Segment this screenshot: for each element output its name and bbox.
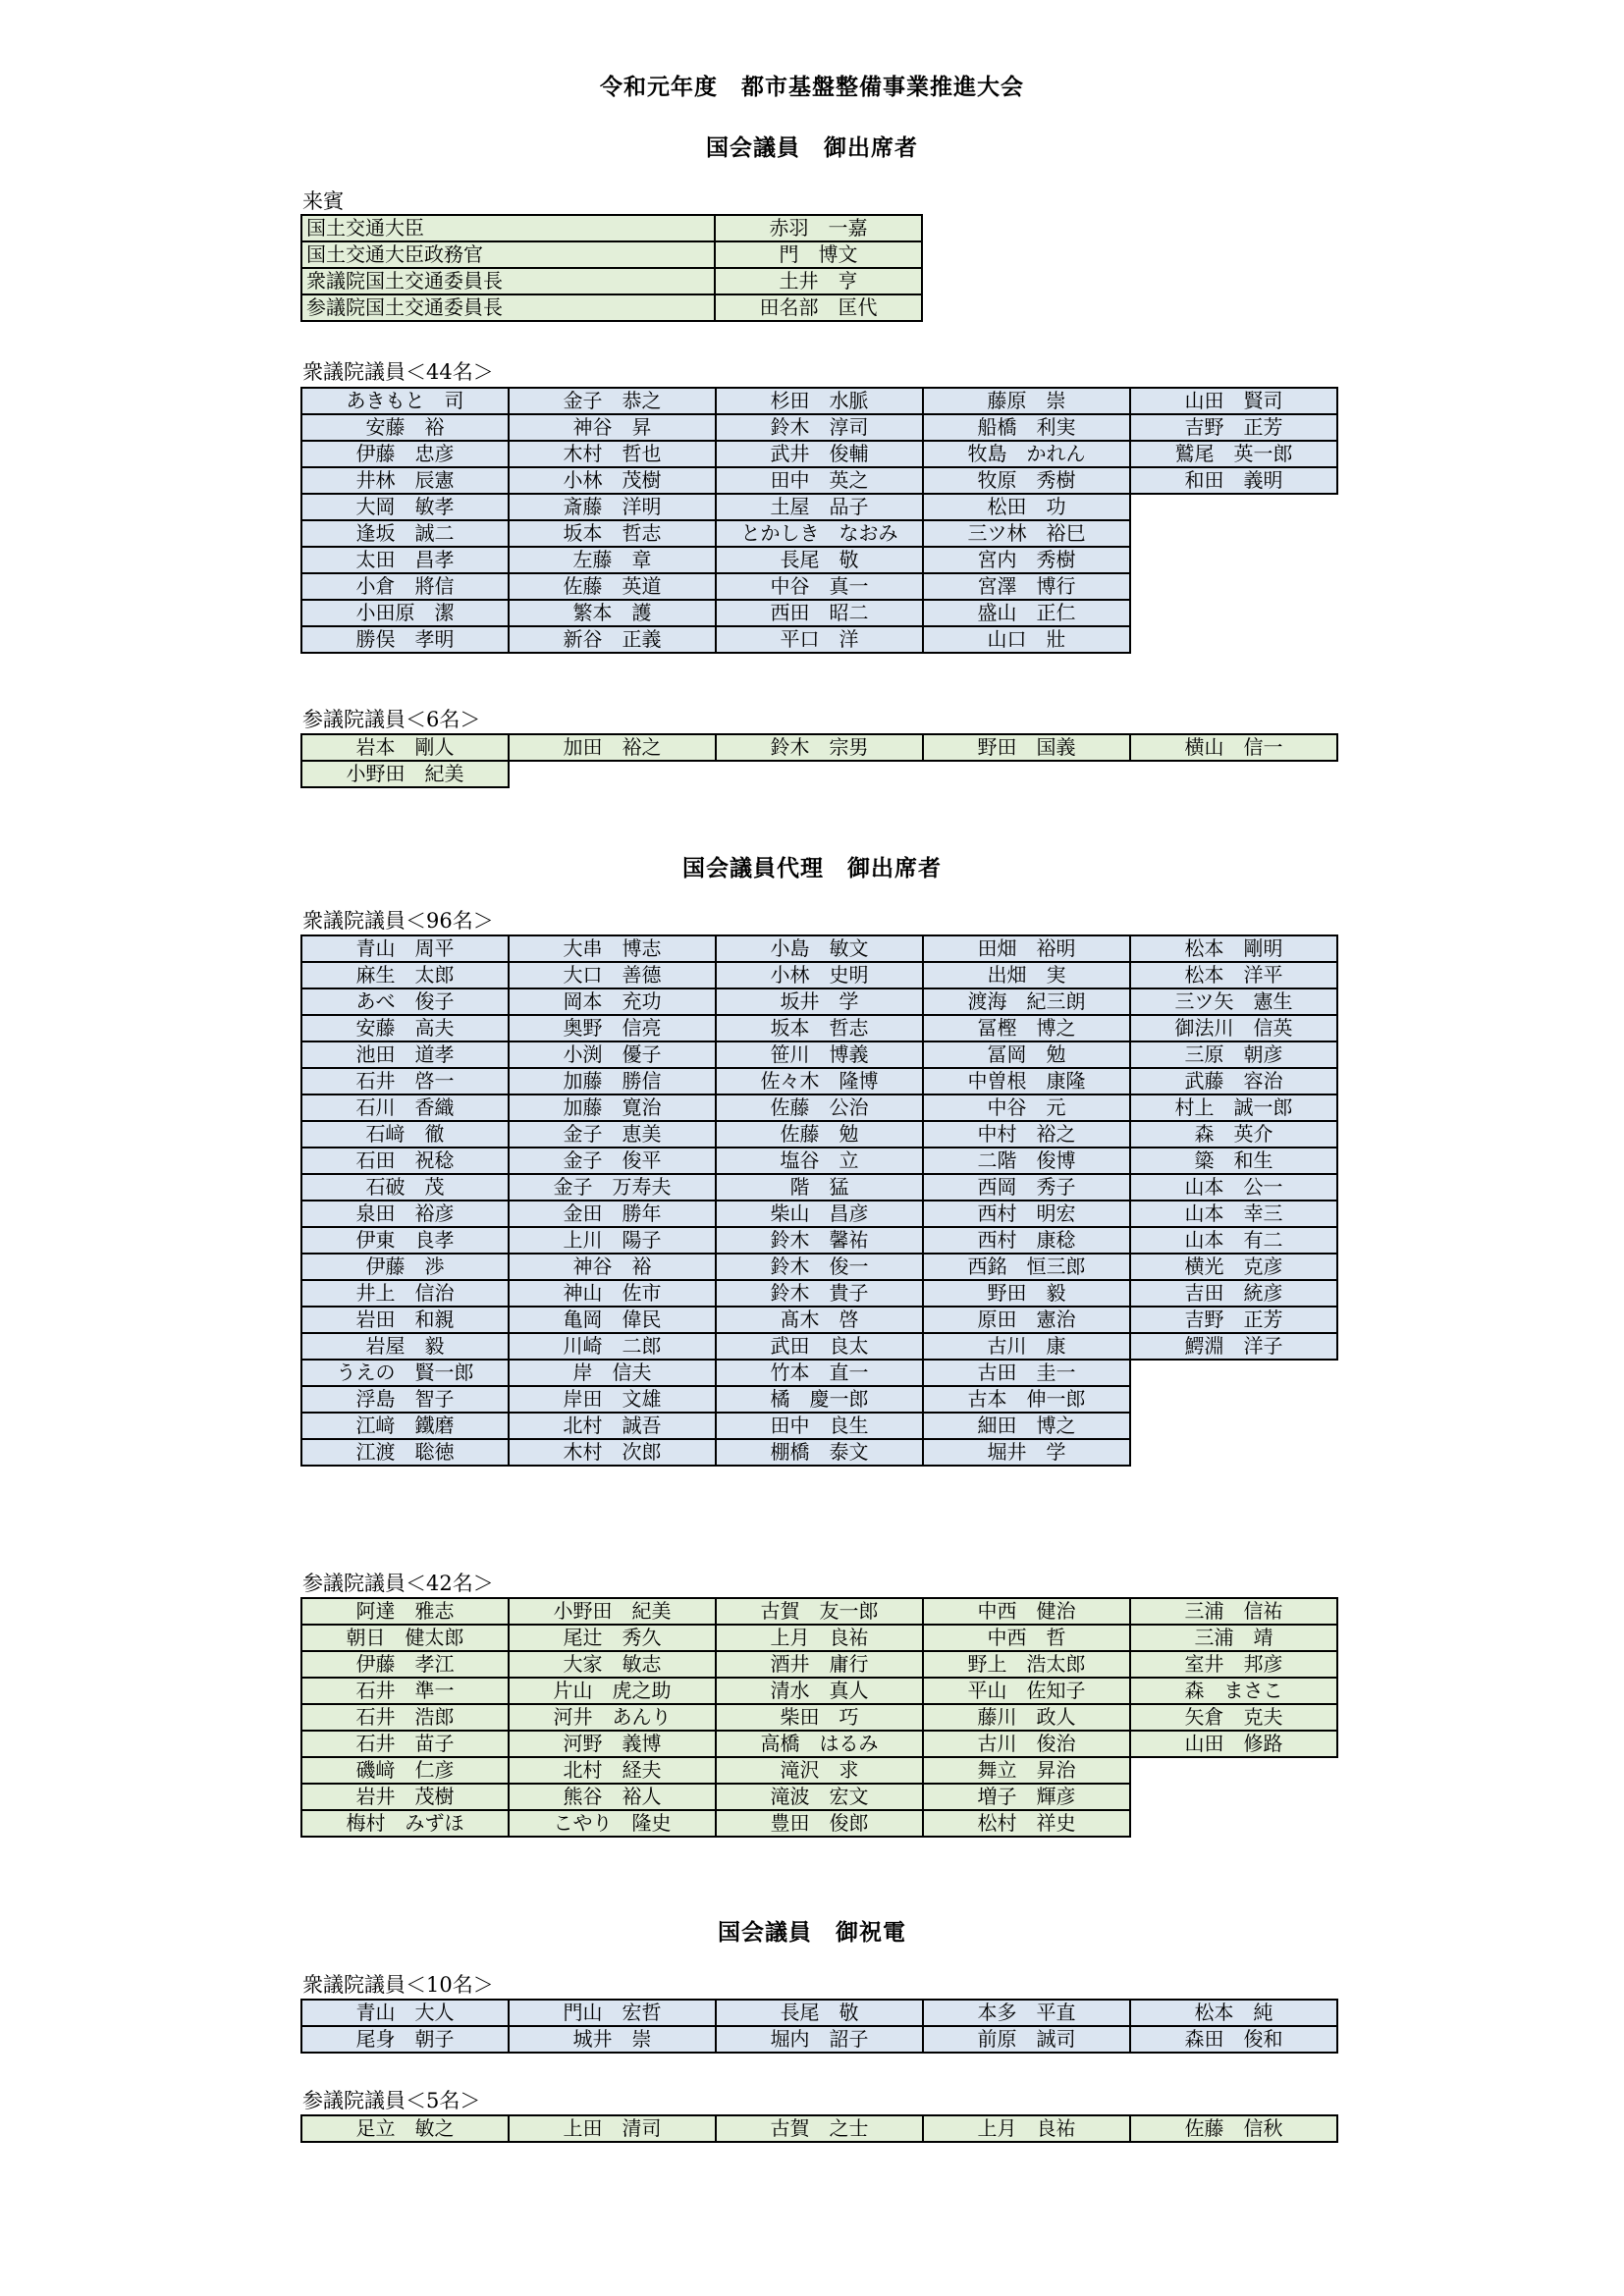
- name-cell: 大家 敏志: [509, 1651, 716, 1678]
- name-cell: 宮澤 博行: [923, 573, 1130, 600]
- name-cell: 石川 香織: [301, 1095, 509, 1121]
- name-cell: 笹川 博義: [716, 1041, 923, 1068]
- name-cell: 横山 信一: [1130, 734, 1337, 761]
- name-cell: 堀井 学: [923, 1439, 1130, 1466]
- table-row: [301, 215, 922, 241]
- name-cell: 浮島 智子: [301, 1386, 509, 1413]
- name-cell: 佐々木 隆博: [716, 1068, 923, 1095]
- name-cell: 上月 良祐: [923, 2115, 1130, 2142]
- empty-cell: [1130, 761, 1337, 787]
- name-cell: 石井 浩郎: [301, 1704, 509, 1731]
- table-row: [301, 1598, 1337, 1625]
- guest-name-cell: 田名部 匡代: [715, 294, 922, 321]
- table-row: [301, 1095, 1337, 1121]
- name-cell: 藤原 崇: [923, 388, 1130, 414]
- name-cell: 河井 あんり: [509, 1704, 716, 1731]
- table-row: [301, 1810, 1337, 1837]
- name-cell: 奥野 信亮: [509, 1015, 716, 1041]
- name-cell: 細田 博之: [923, 1413, 1130, 1439]
- name-cell: 増子 輝彦: [923, 1784, 1130, 1810]
- section-heading-proxies: 国会議員代理 御出席者: [682, 855, 942, 881]
- table-row: [301, 1227, 1337, 1254]
- table-row: [301, 467, 1337, 494]
- attend-sangiin-table: [300, 733, 1338, 788]
- name-cell: 青山 大人: [301, 2000, 509, 2026]
- name-cell: 片山 虎之助: [509, 1678, 716, 1704]
- name-cell: 小野田 紀美: [509, 1598, 716, 1625]
- table-row: [301, 1280, 1337, 1307]
- proxy-sangiin-label: 参議院議員＜42名＞: [302, 1572, 494, 1595]
- name-cell: 石井 啓一: [301, 1068, 509, 1095]
- name-cell: 坂本 哲志: [716, 1015, 923, 1041]
- name-cell: 岩井 茂樹: [301, 1784, 509, 1810]
- name-cell: 伊藤 渉: [301, 1254, 509, 1280]
- name-cell: 清水 真人: [716, 1678, 923, 1704]
- name-cell: 鷲尾 英一郎: [1130, 441, 1337, 467]
- name-cell: 小林 茂樹: [509, 467, 716, 494]
- table-row: [301, 1201, 1337, 1227]
- name-cell: 平山 佐知子: [923, 1678, 1130, 1704]
- name-cell: 上田 清司: [509, 2115, 716, 2142]
- name-cell: 森 英介: [1130, 1121, 1337, 1148]
- name-cell: 階 猛: [716, 1174, 923, 1201]
- name-cell: 山本 公一: [1130, 1174, 1337, 1201]
- guest-name-cell: 赤羽 一嘉: [715, 215, 922, 241]
- name-cell: 江﨑 鐵磨: [301, 1413, 509, 1439]
- name-cell: 山田 賢司: [1130, 388, 1337, 414]
- table-row: [301, 294, 922, 321]
- name-cell: 前原 誠司: [923, 2026, 1130, 2053]
- name-cell: 加藤 勝信: [509, 1068, 716, 1095]
- name-cell: 古本 伸一郎: [923, 1386, 1130, 1413]
- name-cell: 井上 信治: [301, 1280, 509, 1307]
- name-cell: 小島 敏文: [716, 935, 923, 962]
- name-cell: 吉田 統彦: [1130, 1280, 1337, 1307]
- name-cell: 山本 有二: [1130, 1227, 1337, 1254]
- empty-cell: [1130, 547, 1337, 573]
- name-cell: 小野田 紀美: [301, 761, 509, 787]
- name-cell: 出畑 実: [923, 962, 1130, 988]
- name-cell: 古賀 友一郎: [716, 1598, 923, 1625]
- empty-cell: [716, 761, 923, 787]
- name-cell: 木村 哲也: [509, 441, 716, 467]
- table-row: [301, 494, 1337, 520]
- name-cell: 伊東 良孝: [301, 1227, 509, 1254]
- empty-cell: [1130, 1386, 1337, 1413]
- name-cell: 金子 万寿夫: [509, 1174, 716, 1201]
- name-cell: 三ツ林 裕巳: [923, 520, 1130, 547]
- empty-cell: [1130, 600, 1337, 626]
- name-cell: 松村 祥史: [923, 1810, 1130, 1837]
- name-cell: 神谷 昇: [509, 414, 716, 441]
- name-cell: 松田 功: [923, 494, 1130, 520]
- table-row: [301, 414, 1337, 441]
- name-cell: 尾身 朝子: [301, 2026, 509, 2053]
- name-cell: 安藤 高夫: [301, 1015, 509, 1041]
- name-cell: 野上 浩太郎: [923, 1651, 1130, 1678]
- name-cell: 逢坂 誠二: [301, 520, 509, 547]
- name-cell: 左藤 章: [509, 547, 716, 573]
- name-cell: 三浦 靖: [1130, 1625, 1337, 1651]
- name-cell: 三浦 信祐: [1130, 1598, 1337, 1625]
- name-cell: 塩谷 立: [716, 1148, 923, 1174]
- name-cell: 木村 次郎: [509, 1439, 716, 1466]
- section-heading-attendees: 国会議員 御出席者: [706, 134, 918, 161]
- name-cell: 石田 祝稔: [301, 1148, 509, 1174]
- table-row: [301, 1360, 1337, 1386]
- table-row: [301, 1413, 1337, 1439]
- name-cell: 上川 陽子: [509, 1227, 716, 1254]
- name-cell: 斎藤 洋明: [509, 494, 716, 520]
- name-cell: 橘 慶一郎: [716, 1386, 923, 1413]
- guests-label: 来賓: [302, 189, 344, 213]
- name-cell: 杉田 水脈: [716, 388, 923, 414]
- name-cell: 磯﨑 仁彦: [301, 1757, 509, 1784]
- table-row: [301, 1651, 1337, 1678]
- proxy-shugiin-label: 衆議院議員＜96名＞: [302, 909, 494, 933]
- guest-name-cell: 門 博文: [715, 241, 922, 268]
- table-row: [301, 241, 922, 268]
- document-title: 令和元年度 都市基盤整備事業推進大会: [600, 74, 1024, 100]
- name-cell: 松本 剛明: [1130, 935, 1337, 962]
- name-cell: 山田 修路: [1130, 1731, 1337, 1757]
- name-cell: 北村 誠吾: [509, 1413, 716, 1439]
- table-row: [301, 573, 1337, 600]
- guest-role-cell: 衆議院国土交通委員長: [301, 268, 715, 294]
- name-cell: 石井 準一: [301, 1678, 509, 1704]
- empty-cell: [1130, 494, 1337, 520]
- name-cell: 柴山 昌彦: [716, 1201, 923, 1227]
- table-row: [301, 734, 1337, 761]
- name-cell: 原田 憲治: [923, 1307, 1130, 1333]
- empty-cell: [1130, 1360, 1337, 1386]
- name-cell: 古賀 之士: [716, 2115, 923, 2142]
- name-cell: 平口 洋: [716, 626, 923, 653]
- name-cell: 野田 毅: [923, 1280, 1130, 1307]
- empty-cell: [1130, 1757, 1337, 1784]
- name-cell: 足立 敏之: [301, 2115, 509, 2142]
- name-cell: 中西 健治: [923, 1598, 1130, 1625]
- name-cell: 太田 昌孝: [301, 547, 509, 573]
- name-cell: 西村 明宏: [923, 1201, 1130, 1227]
- name-cell: 鰐淵 洋子: [1130, 1333, 1337, 1360]
- table-row: [301, 600, 1337, 626]
- name-cell: 西田 昭二: [716, 600, 923, 626]
- attend-shugiin-table: [300, 387, 1338, 654]
- guest-name-cell: 土井 亨: [715, 268, 922, 294]
- name-cell: 門山 宏哲: [509, 2000, 716, 2026]
- table-row: [301, 988, 1337, 1015]
- name-cell: 三ツ矢 憲生: [1130, 988, 1337, 1015]
- table-row: [301, 1625, 1337, 1651]
- name-cell: 舞立 昇治: [923, 1757, 1130, 1784]
- name-cell: 柴田 巧: [716, 1704, 923, 1731]
- name-cell: 大口 善德: [509, 962, 716, 988]
- name-cell: 森田 俊和: [1130, 2026, 1337, 2053]
- name-cell: 小渕 優子: [509, 1041, 716, 1068]
- empty-cell: [1130, 1810, 1337, 1837]
- table-row: [301, 441, 1337, 467]
- name-cell: 佐藤 英道: [509, 573, 716, 600]
- name-cell: 中西 哲: [923, 1625, 1130, 1651]
- empty-cell: [1130, 1784, 1337, 1810]
- name-cell: 中谷 真一: [716, 573, 923, 600]
- attend-sangiin-label: 参議院議員＜6名＞: [302, 708, 481, 731]
- table-row: [301, 388, 1337, 414]
- table-row: [301, 1757, 1337, 1784]
- name-cell: 池田 道孝: [301, 1041, 509, 1068]
- table-row: [301, 962, 1337, 988]
- name-cell: 和田 義明: [1130, 467, 1337, 494]
- table-row: [301, 1041, 1337, 1068]
- table-row: [301, 1015, 1337, 1041]
- name-cell: 岸田 文雄: [509, 1386, 716, 1413]
- name-cell: 西岡 秀子: [923, 1174, 1130, 1201]
- name-cell: 金子 恭之: [509, 388, 716, 414]
- proxy-shugiin-table: [300, 934, 1338, 1467]
- name-cell: 新谷 正義: [509, 626, 716, 653]
- table-row: [301, 2026, 1337, 2053]
- name-cell: 武藤 容治: [1130, 1068, 1337, 1095]
- name-cell: 簗 和生: [1130, 1148, 1337, 1174]
- name-cell: 山口 壯: [923, 626, 1130, 653]
- name-cell: 佐藤 信秋: [1130, 2115, 1337, 2142]
- name-cell: 武井 俊輔: [716, 441, 923, 467]
- empty-cell: [1130, 1439, 1337, 1466]
- name-cell: 岩屋 毅: [301, 1333, 509, 1360]
- name-cell: 土屋 品子: [716, 494, 923, 520]
- guest-role-cell: 参議院国土交通委員長: [301, 294, 715, 321]
- name-cell: 鈴木 宗男: [716, 734, 923, 761]
- table-row: [301, 1068, 1337, 1095]
- name-cell: 伊藤 忠彦: [301, 441, 509, 467]
- name-cell: 豊田 俊郎: [716, 1810, 923, 1837]
- name-cell: 佐藤 公治: [716, 1095, 923, 1121]
- name-cell: 山本 幸三: [1130, 1201, 1337, 1227]
- name-cell: 鈴木 馨祐: [716, 1227, 923, 1254]
- name-cell: 岩田 和親: [301, 1307, 509, 1333]
- empty-cell: [1130, 626, 1337, 653]
- table-row: [301, 1174, 1337, 1201]
- name-cell: 藤川 政人: [923, 1704, 1130, 1731]
- guest-role-cell: 国土交通大臣政務官: [301, 241, 715, 268]
- name-cell: 繁本 護: [509, 600, 716, 626]
- name-cell: 上月 良祐: [716, 1625, 923, 1651]
- table-row: [301, 626, 1337, 653]
- name-cell: 野田 国義: [923, 734, 1130, 761]
- name-cell: 小林 史明: [716, 962, 923, 988]
- telegram-sangiin-table: [300, 2114, 1338, 2143]
- name-cell: 長尾 敬: [716, 2000, 923, 2026]
- name-cell: 鈴木 貴子: [716, 1280, 923, 1307]
- name-cell: 渡海 紀三朗: [923, 988, 1130, 1015]
- table-row: [301, 547, 1337, 573]
- name-cell: うえの 賢一郎: [301, 1360, 509, 1386]
- name-cell: 石破 茂: [301, 1174, 509, 1201]
- table-row: [301, 1121, 1337, 1148]
- proxy-sangiin-table: [300, 1597, 1338, 1838]
- name-cell: 神谷 裕: [509, 1254, 716, 1280]
- name-cell: 阿達 雅志: [301, 1598, 509, 1625]
- name-cell: 城井 崇: [509, 2026, 716, 2053]
- table-row: [301, 2000, 1337, 2026]
- name-cell: 田畑 裕明: [923, 935, 1130, 962]
- name-cell: 鈴木 淳司: [716, 414, 923, 441]
- name-cell: 鈴木 俊一: [716, 1254, 923, 1280]
- name-cell: 棚橋 泰文: [716, 1439, 923, 1466]
- name-cell: 松本 純: [1130, 2000, 1337, 2026]
- table-row: [301, 1333, 1337, 1360]
- name-cell: 田中 良生: [716, 1413, 923, 1439]
- name-cell: 梅村 みずほ: [301, 1810, 509, 1837]
- name-cell: 武田 良太: [716, 1333, 923, 1360]
- name-cell: 中曽根 康隆: [923, 1068, 1130, 1095]
- name-cell: 中村 裕之: [923, 1121, 1130, 1148]
- name-cell: 宮内 秀樹: [923, 547, 1130, 573]
- name-cell: 金田 勝年: [509, 1201, 716, 1227]
- table-row: [301, 1254, 1337, 1280]
- name-cell: 滝波 宏文: [716, 1784, 923, 1810]
- name-cell: 井林 辰憲: [301, 467, 509, 494]
- name-cell: 伊藤 孝江: [301, 1651, 509, 1678]
- name-cell: 亀岡 偉民: [509, 1307, 716, 1333]
- name-cell: 安藤 裕: [301, 414, 509, 441]
- name-cell: 西村 康稔: [923, 1227, 1130, 1254]
- name-cell: 冨樫 博之: [923, 1015, 1130, 1041]
- name-cell: 青山 周平: [301, 935, 509, 962]
- name-cell: 三原 朝彦: [1130, 1041, 1337, 1068]
- name-cell: 岩本 剛人: [301, 734, 509, 761]
- table-row: [301, 935, 1337, 962]
- table-row: [301, 1784, 1337, 1810]
- table-row: [301, 761, 1337, 787]
- name-cell: あべ 俊子: [301, 988, 509, 1015]
- table-row: [301, 1148, 1337, 1174]
- table-row: [301, 1307, 1337, 1333]
- table-row: [301, 1439, 1337, 1466]
- empty-cell: [509, 761, 716, 787]
- guests-table: [300, 214, 923, 322]
- guest-role-cell: 国土交通大臣: [301, 215, 715, 241]
- table-row: [301, 1731, 1337, 1757]
- name-cell: 古田 圭一: [923, 1360, 1130, 1386]
- name-cell: 船橋 利実: [923, 414, 1130, 441]
- name-cell: 横光 克彦: [1130, 1254, 1337, 1280]
- name-cell: 加田 裕之: [509, 734, 716, 761]
- name-cell: 高橋 はるみ: [716, 1731, 923, 1757]
- name-cell: 本多 平直: [923, 2000, 1130, 2026]
- table-row: [301, 520, 1337, 547]
- name-cell: 室井 邦彦: [1130, 1651, 1337, 1678]
- telegram-sangiin-label: 参議院議員＜5名＞: [302, 2089, 481, 2112]
- table-row: [301, 1704, 1337, 1731]
- name-cell: 堀内 詔子: [716, 2026, 923, 2053]
- table-row: [301, 2115, 1337, 2142]
- name-cell: 石﨑 徹: [301, 1121, 509, 1148]
- name-cell: 古川 俊治: [923, 1731, 1130, 1757]
- name-cell: 盛山 正仁: [923, 600, 1130, 626]
- name-cell: 吉野 正芳: [1130, 1307, 1337, 1333]
- name-cell: 川崎 二郎: [509, 1333, 716, 1360]
- name-cell: 二階 俊博: [923, 1148, 1130, 1174]
- name-cell: 朝日 健太郎: [301, 1625, 509, 1651]
- name-cell: 大岡 敏孝: [301, 494, 509, 520]
- name-cell: 北村 経夫: [509, 1757, 716, 1784]
- name-cell: 冨岡 勉: [923, 1041, 1130, 1068]
- telegram-shugiin-label: 衆議院議員＜10名＞: [302, 1973, 494, 1997]
- name-cell: 坂本 哲志: [509, 520, 716, 547]
- name-cell: 坂井 学: [716, 988, 923, 1015]
- attend-shugiin-label: 衆議院議員＜44名＞: [302, 360, 494, 384]
- name-cell: 滝沢 求: [716, 1757, 923, 1784]
- table-row: [301, 1386, 1337, 1413]
- name-cell: 吉野 正芳: [1130, 414, 1337, 441]
- name-cell: あきもと 司: [301, 388, 509, 414]
- name-cell: 竹本 直一: [716, 1360, 923, 1386]
- empty-cell: [1130, 1413, 1337, 1439]
- name-cell: 麻生 太郎: [301, 962, 509, 988]
- name-cell: 大串 博志: [509, 935, 716, 962]
- name-cell: 勝俣 孝明: [301, 626, 509, 653]
- name-cell: 村上 誠一郎: [1130, 1095, 1337, 1121]
- table-row: [301, 268, 922, 294]
- name-cell: 金子 俊平: [509, 1148, 716, 1174]
- name-cell: 酒井 庸行: [716, 1651, 923, 1678]
- name-cell: 熊谷 裕人: [509, 1784, 716, 1810]
- name-cell: 河野 義博: [509, 1731, 716, 1757]
- name-cell: 森 まさこ: [1130, 1678, 1337, 1704]
- name-cell: 岡本 充功: [509, 988, 716, 1015]
- name-cell: とかしき なおみ: [716, 520, 923, 547]
- name-cell: 神山 佐市: [509, 1280, 716, 1307]
- name-cell: 岸 信夫: [509, 1360, 716, 1386]
- name-cell: 牧原 秀樹: [923, 467, 1130, 494]
- name-cell: 古川 康: [923, 1333, 1130, 1360]
- empty-cell: [1130, 573, 1337, 600]
- name-cell: 江渡 聡徳: [301, 1439, 509, 1466]
- section-heading-telegrams: 国会議員 御祝電: [718, 1919, 906, 1946]
- name-cell: 髙木 啓: [716, 1307, 923, 1333]
- name-cell: 矢倉 克夫: [1130, 1704, 1337, 1731]
- name-cell: こやり 隆史: [509, 1810, 716, 1837]
- name-cell: 加藤 寛治: [509, 1095, 716, 1121]
- name-cell: 小倉 將信: [301, 573, 509, 600]
- name-cell: 御法川 信英: [1130, 1015, 1337, 1041]
- name-cell: 泉田 裕彦: [301, 1201, 509, 1227]
- name-cell: 小田原 潔: [301, 600, 509, 626]
- telegram-shugiin-table: [300, 1999, 1338, 2054]
- name-cell: 松本 洋平: [1130, 962, 1337, 988]
- name-cell: 西銘 恒三郎: [923, 1254, 1130, 1280]
- name-cell: 尾辻 秀久: [509, 1625, 716, 1651]
- empty-cell: [923, 761, 1130, 787]
- name-cell: 田中 英之: [716, 467, 923, 494]
- name-cell: 石井 苗子: [301, 1731, 509, 1757]
- name-cell: 長尾 敬: [716, 547, 923, 573]
- empty-cell: [1130, 520, 1337, 547]
- name-cell: 佐藤 勉: [716, 1121, 923, 1148]
- table-row: [301, 1678, 1337, 1704]
- name-cell: 牧島 かれん: [923, 441, 1130, 467]
- name-cell: 金子 恵美: [509, 1121, 716, 1148]
- name-cell: 中谷 元: [923, 1095, 1130, 1121]
